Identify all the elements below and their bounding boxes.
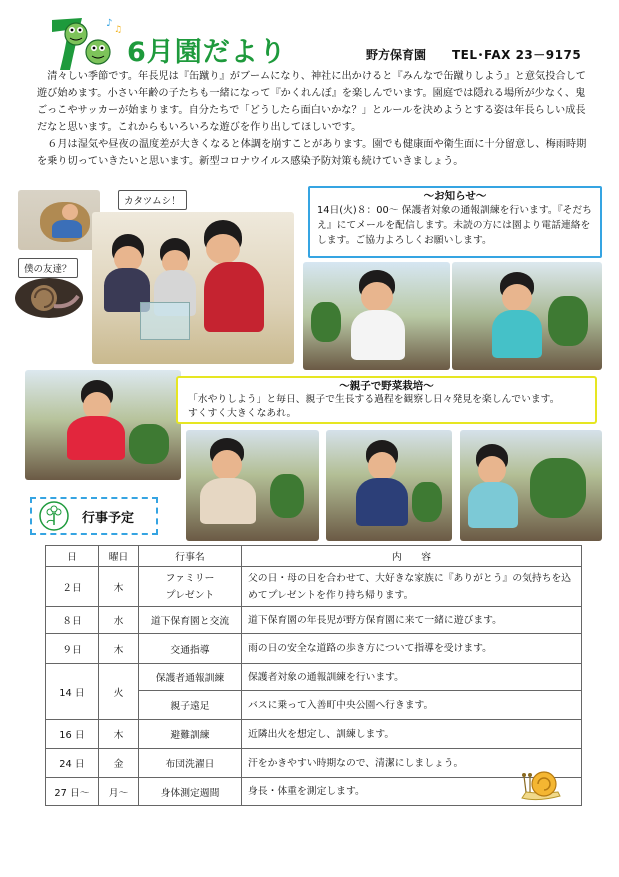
- content-cell: 雨の日の安全な道路の歩き方について指導を受けます。: [242, 634, 582, 664]
- content-cell: 道下保育園の年長児が野方保育園に来て一緒に遊びます。: [242, 607, 582, 634]
- photo-garden-2: [452, 262, 602, 370]
- flower-icon: [38, 501, 70, 531]
- event-cell: 道下保育園と交流: [139, 607, 242, 634]
- svg-text:♪: ♪: [106, 18, 113, 29]
- day-cell: 16 日: [46, 720, 99, 749]
- dow-cell: 水: [99, 607, 139, 634]
- header-day: 日: [46, 546, 99, 567]
- table-row: [46, 664, 582, 691]
- garden-line-1: 「水やりしよう」と毎日、親子で生長する過程を観察し日々発見を楽しんでいます。: [188, 394, 560, 405]
- photo-garden-5: [326, 430, 452, 541]
- dow-cell: 火: [99, 664, 139, 720]
- intro-text: [37, 68, 593, 170]
- day-cell: 27 日～: [46, 778, 99, 806]
- snail-icon: [518, 764, 564, 804]
- dow-cell: 月～: [99, 778, 139, 806]
- dow-cell: 金: [99, 749, 139, 778]
- dow-cell: 木: [99, 720, 139, 749]
- event-cell: 布団洗濯日: [139, 749, 242, 778]
- photo-garden-6: [460, 430, 602, 541]
- photo-children-snail: [92, 212, 294, 364]
- table-row: [46, 720, 582, 749]
- event-cell: 親子遠足: [139, 691, 242, 720]
- page-title: 6月園だより: [127, 37, 287, 68]
- garden-title: ～親子で野菜栽培～: [339, 380, 434, 392]
- garden-line-2: すくすく大きくなあれ。: [188, 408, 297, 419]
- table-row: [46, 634, 582, 664]
- content-cell: 父の日・母の日を合わせて、大好きな家族に『ありがとう』の気持ちを込めてプレゼントを作り持ち帰ります。: [242, 567, 582, 607]
- school-name: 野方保育園: [366, 48, 427, 62]
- event-cell: 保護者通報訓練: [139, 664, 242, 691]
- notice-box: [308, 186, 602, 258]
- photo-garden-4: [186, 430, 319, 541]
- content-cell: 近隣出火を想定し、訓練します。: [242, 720, 582, 749]
- snail-photo: [14, 275, 84, 321]
- event-cell: 身体測定週間: [139, 778, 242, 806]
- callout-friend: 僕の友達？: [18, 258, 78, 278]
- garden-box: [176, 376, 597, 424]
- day-cell: 24 日: [46, 749, 99, 778]
- content-cell: 身長・体重を測定します。: [242, 778, 582, 806]
- content-cell: 保護者対象の通報訓練を行います。: [242, 664, 582, 691]
- day-cell: ２日: [46, 567, 99, 607]
- svg-text:♫: ♫: [114, 25, 123, 35]
- event-cell: ファミリー プレゼント: [139, 567, 242, 607]
- day-cell: ８日: [46, 607, 99, 634]
- table-header-row: [46, 546, 582, 567]
- header-event: 行事名: [139, 546, 242, 567]
- telfax: TEL･FAX 23－9175: [452, 48, 582, 62]
- photo-garden-3: [25, 370, 181, 480]
- header-content: 内 容: [242, 546, 582, 567]
- day-cell: ９日: [46, 634, 99, 664]
- frog-logo: [46, 12, 124, 72]
- schedule-table: [45, 545, 582, 806]
- intro-paragraph-1: 清々しい季節です。年長児は『缶蹴り』がブームになり、神社に出かけると『みんなで缶蹴りしよう』と意気投合して遊び始めます。小さい年齢の子たちも一緒になって『かくれんぼ』を楽しんでいます。園庭では隠れる場所が少なく、鬼ごっこやサッカーが始まります。自分たちで「どうしたら面白いかな？」とルールを決めようとする姿は年長らしい成長だなと思います。これからもいろいろな遊びを作り出してほしいです。: [37, 71, 586, 133]
- notice-body: 14日(火)８：00～ 保護者対象の通報訓練を行います。『そだちえ』にてメールを配信します。未読の方には園より電話連絡をします。ご協力よろしくお願いします。: [317, 205, 592, 246]
- content-cell: 汗をかきやすい時期なので、清潔にしましょう。: [242, 749, 582, 778]
- photo-garden-1: [303, 262, 450, 370]
- dow-cell: 木: [99, 567, 139, 607]
- callout-snail: カタツムシ！: [118, 190, 187, 210]
- table-row: [46, 607, 582, 634]
- table-row: [46, 567, 582, 607]
- event-cell: 避難訓練: [139, 720, 242, 749]
- dow-cell: 木: [99, 634, 139, 664]
- table-row: [46, 778, 582, 806]
- photo-child-basket: [18, 190, 100, 250]
- event-cell: 交通指導: [139, 634, 242, 664]
- content-cell: バスに乗って入善町中央公園へ行きます。: [242, 691, 582, 720]
- schedule-label: 行事予定: [82, 511, 135, 526]
- header-dow: 曜日: [99, 546, 139, 567]
- intro-paragraph-2: ６月は湿気や昼夜の温度差が大きくなると体調を崩すことがあります。園でも健康面や衛生面に十分留意し、梅雨時期を乗り切っていきたいと思います。新型コロナウイルス感染予防対策も続けていきましょう。: [37, 139, 587, 167]
- day-cell: 14 日: [46, 664, 99, 720]
- notice-title: ～お知らせ～: [423, 190, 487, 202]
- table-row: [46, 749, 582, 778]
